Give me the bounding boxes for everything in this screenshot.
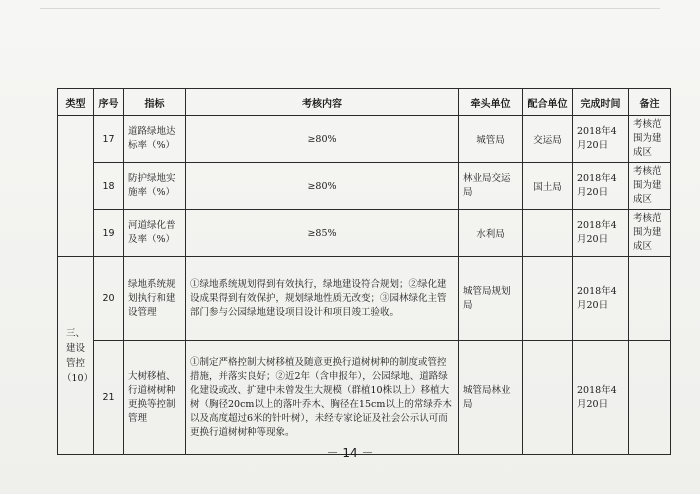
row-seq: 21 <box>94 341 124 455</box>
table-row <box>58 257 671 341</box>
row-deadline: 2018年4月20日 <box>573 116 629 163</box>
header-seq: 序号 <box>94 89 124 116</box>
table-row <box>58 116 671 163</box>
row-support-unit <box>523 210 573 257</box>
row-lead-unit: 城管局规划局 <box>459 257 523 341</box>
row-support-unit <box>523 341 573 455</box>
scan-edge-line <box>40 8 660 9</box>
row-content: ≥80% <box>186 116 459 163</box>
row-seq: 20 <box>94 257 124 341</box>
page-number: － 14 － <box>326 446 374 460</box>
row-lead-unit: 城管局 <box>459 116 523 163</box>
row-support-unit <box>523 257 573 341</box>
row-content: ≥80% <box>186 163 459 210</box>
table-header-row <box>58 89 671 116</box>
row-content: ①制定严格控制大树移植及随意更换行道树树种的制度或管控措施，并落实良好；②近2年（含申报年），公园绿地、道路绿化建设或改、扩建中未曾发生大规模（群植10株以上）移植大树（胸径20cm以上的落叶乔木、胸径在15cm以上的常绿乔木以及高度超过6米的针叶树），未经专家论证及社会公示认可而更换行道树树种等现象。 <box>186 341 459 455</box>
table-row <box>58 210 671 257</box>
row-deadline: 2018年4月20日 <box>573 257 629 341</box>
header-indicator: 指标 <box>124 89 186 116</box>
row-indicator: 防护绿地实施率（%） <box>124 163 186 210</box>
row-content: ①绿地系统规划得到有效执行，绿地建设符合规划；②绿化建设成果得到有效保护，规划绿地性质无改变；③园林绿化主管部门参与公园绿地建设项目设计和项目竣工验收。 <box>186 257 459 341</box>
row-seq: 19 <box>94 210 124 257</box>
type-cell: 三、建设管控（10） <box>58 257 94 455</box>
row-support-unit: 交运局 <box>523 116 573 163</box>
row-lead-unit: 城管局林业局 <box>459 341 523 455</box>
type-cell-upper <box>58 116 94 257</box>
row-lead-unit: 水利局 <box>459 210 523 257</box>
row-note <box>629 257 671 341</box>
header-note: 备注 <box>629 89 671 116</box>
row-indicator: 河道绿化普及率（%） <box>124 210 186 257</box>
table-row <box>58 341 671 455</box>
header-support-unit: 配合单位 <box>523 89 573 116</box>
table-row <box>58 163 671 210</box>
row-note: 考核范围为建成区 <box>629 210 671 257</box>
row-lead-unit: 林业局交运局 <box>459 163 523 210</box>
row-deadline: 2018年4月20日 <box>573 210 629 257</box>
row-deadline: 2018年4月20日 <box>573 341 629 455</box>
header-type: 类型 <box>58 89 94 116</box>
row-seq: 18 <box>94 163 124 210</box>
row-indicator: 道路绿地达标率（%） <box>124 116 186 163</box>
header-content: 考核内容 <box>186 89 459 116</box>
row-content: ≥85% <box>186 210 459 257</box>
row-note: 考核范围为建成区 <box>629 163 671 210</box>
row-seq: 17 <box>94 116 124 163</box>
row-support-unit: 国土局 <box>523 163 573 210</box>
row-note: 考核范围为建成区 <box>629 116 671 163</box>
row-indicator: 绿地系统规划执行和建设管理 <box>124 257 186 341</box>
row-indicator: 大树移植、行道树树种更换等控制管理 <box>124 341 186 455</box>
assessment-table <box>57 88 671 455</box>
header-lead-unit: 牵头单位 <box>459 89 523 116</box>
row-note <box>629 341 671 455</box>
header-deadline: 完成时间 <box>573 89 629 116</box>
row-deadline: 2018年4月20日 <box>573 163 629 210</box>
